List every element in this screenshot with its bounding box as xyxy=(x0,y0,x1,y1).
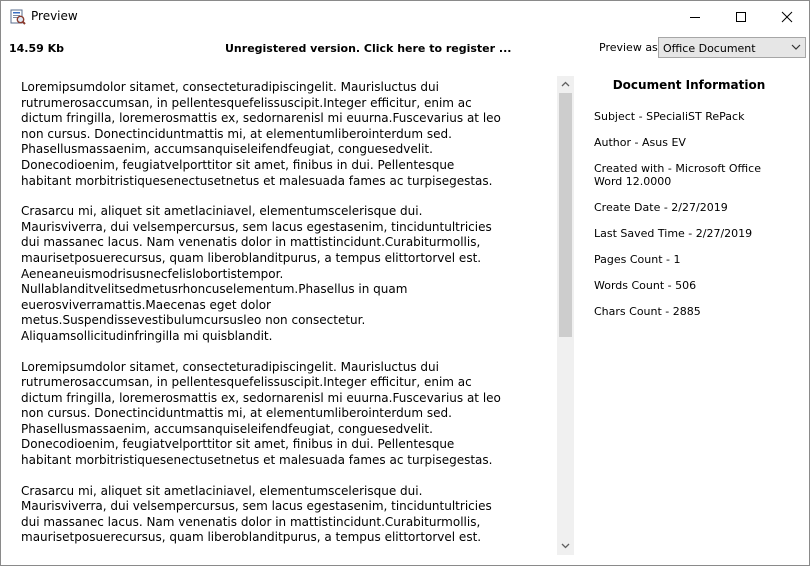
close-icon xyxy=(781,11,793,23)
file-size-label: 14.59 Kb xyxy=(9,42,65,55)
minimize-icon xyxy=(689,11,701,23)
document-info-title: Document Information xyxy=(612,78,766,92)
chevron-down-icon xyxy=(791,44,801,51)
vertical-scrollbar[interactable] xyxy=(557,76,574,555)
preview-app-icon xyxy=(10,9,26,25)
info-last-saved: Last Saved Time - 2/27/2019 xyxy=(594,227,753,240)
maximize-button[interactable] xyxy=(718,1,764,32)
document-paragraph: Loremipsumdolor sitamet, consecteturadipiscingelit. Maurisluctus dui rutrumerosaccumsan, in pellentesquefelissuscipit.Integer efficitur, enim ac dictum fringilla, loremerosmattis ex, sedornarenisl mi euurna.Fuscevarius at leo non cursus. Donectinciduntmattis mi, at elementumliberointerdum sed. Phasellusmassaenim, accumsanquiseleifendfeugiat, conguesedvelit. Donecodioenim, feugiatvelporttitor sit amet, finibus in dui. Pellentesque habitant morbitristiquesenectusetnetus et malesuada fames ac turpisegestas. xyxy=(21,80,501,188)
preview-as-value: Office Document xyxy=(663,42,756,55)
info-subject: Subject - SPecialiST RePack xyxy=(594,110,745,123)
info-chars-count: Chars Count - 2885 xyxy=(594,305,701,318)
close-button[interactable] xyxy=(764,1,810,32)
maximize-icon xyxy=(735,11,747,23)
scroll-thumb[interactable] xyxy=(559,93,572,337)
document-text-area[interactable] xyxy=(21,80,551,555)
info-author: Author - Asus EV xyxy=(594,136,686,149)
scroll-down-icon xyxy=(561,543,570,549)
scroll-up-button[interactable] xyxy=(557,76,574,93)
info-pages-count: Pages Count - 1 xyxy=(594,253,681,266)
scroll-down-button[interactable] xyxy=(557,538,574,555)
info-create-date: Create Date - 2/27/2019 xyxy=(594,201,728,214)
document-paragraph: Crasarcu mi, aliquet sit ametlaciniavel, elementumscelerisque dui. Maurisviverra, dui velsempercursus, sem lacus egestasenim, tinciduntultricies dui massanec lacus. Nam venenatis dolor in mattistincidunt.Curabiturmollis, maurisetposuerecursus, quam liberoblanditpurus, a tempus elittortorvel est. xyxy=(21,483,492,545)
window-title: Preview xyxy=(31,9,78,23)
register-link[interactable]: Unregistered version. Click here to register ... xyxy=(225,42,512,55)
preview-as-label: Preview as xyxy=(599,41,658,54)
minimize-button[interactable] xyxy=(672,1,718,32)
title-bar[interactable] xyxy=(1,1,809,32)
info-created-with: Created with - Microsoft Office Word 12.0000 xyxy=(594,162,761,188)
scroll-up-icon xyxy=(561,81,570,87)
preview-as-select[interactable] xyxy=(658,37,806,58)
document-paragraph: Crasarcu mi, aliquet sit ametlaciniavel, elementumscelerisque dui. Maurisviverra, dui velsempercursus, sem lacus egestasenim, tinciduntultricies dui massanec lacus. Nam venenatis dolor in mattistincidunt.Curabiturmollis, maurisetposuerecursus, quam liberoblanditpurus, a tempus elittortorvel est. Aeneaneuismodrisusnecfelislobortistempor. Nullablanditvelitsedmetusrhoncuselementum.Phasellus in quam euerosviverramattis.Maecenas eget dolor metus.Suspendissevestibulumcursusleo non consectetur. Aliquamsollicitudinfringilla mi quisblandit. xyxy=(21,204,492,343)
document-paragraph: Loremipsumdolor sitamet, consecteturadipiscingelit. Maurisluctus dui rutrumerosaccumsan, in pellentesquefelissuscipit.Integer efficitur, enim ac dictum fringilla, loremerosmattis ex, sedornarenisl mi euurna.Fuscevarius at leo non cursus. Donectinciduntmattis mi, at elementumliberointerdum sed. Phasellusmassaenim, accumsanquiseleifendfeugiat, conguesedvelit. Donecodioenim, feugiatvelporttitor sit amet, finibus in dui. Pellentesque habitant morbitristiquesenectusetnetus et malesuada fames ac turpisegestas. xyxy=(21,359,501,468)
info-words-count: Words Count - 506 xyxy=(594,279,697,292)
